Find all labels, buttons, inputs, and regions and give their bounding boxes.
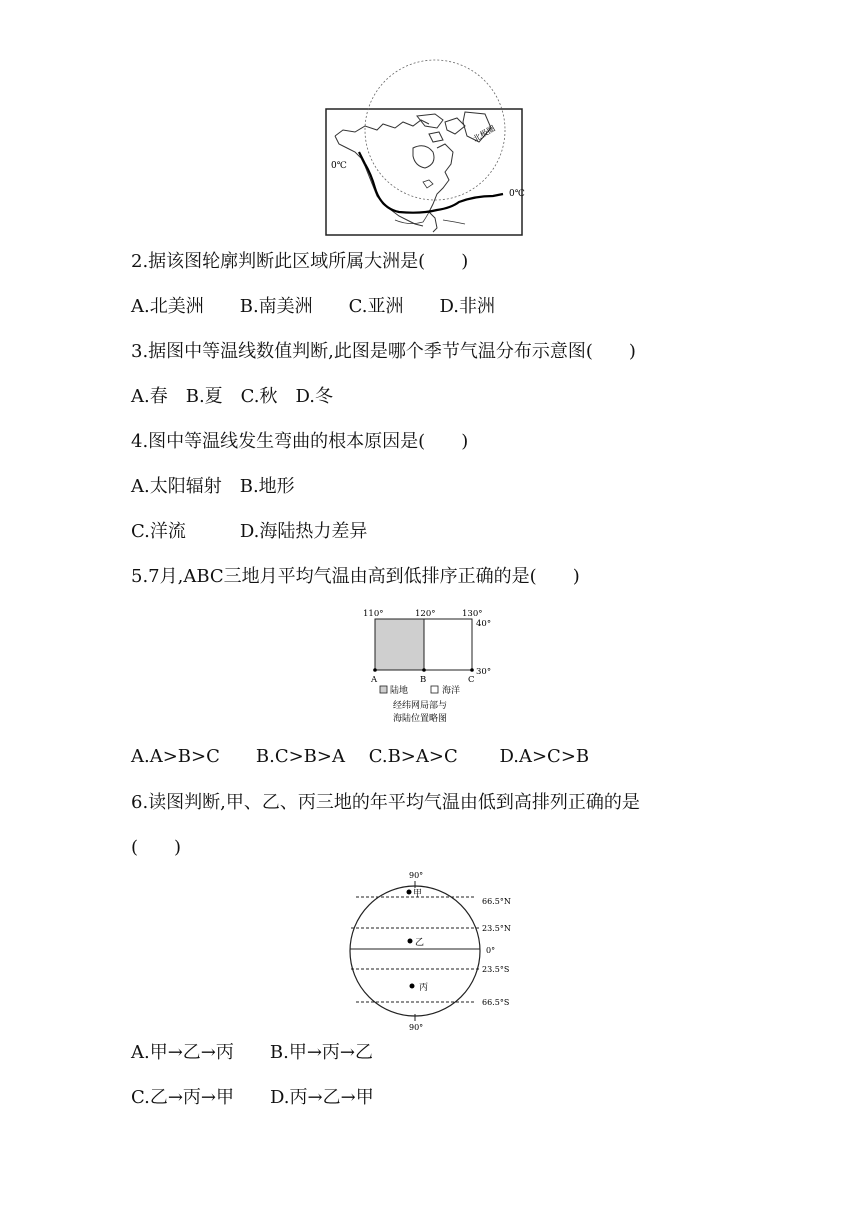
legend-land-swatch [380,686,387,693]
legend-sea-swatch [431,686,438,693]
place-yi-label: 乙 [415,938,425,948]
place-yi-dot [408,939,413,944]
point-c-dot [470,668,474,672]
isotherm-label-left: 0℃ [331,161,347,171]
place-jia-dot [407,890,412,895]
point-a-label: A [371,675,378,685]
point-a-dot [373,668,377,672]
lat-235n-label: 23.5°N [482,924,511,933]
lat-665s-label: 66.5°S [482,998,510,1007]
q2-stem: 2.据该图轮廓判断此区域所属大洲是( ) [131,251,469,272]
legend-land-label: 陆地 [390,686,409,696]
land-area [375,619,424,670]
point-b-label: B [420,675,427,685]
lat-30-label: 30° [476,667,492,677]
q5-options: A.A>B>C B.C>B>A C.B>A>C D.A>C>B [131,746,590,767]
sea-area [424,619,472,670]
place-bing-dot [410,984,415,989]
point-c-label: C [468,675,475,685]
isotherm-label-right: 0℃ [509,189,525,199]
lat-665n-label: 66.5°N [482,897,511,906]
lon-110-label: 110° [363,609,384,619]
south-pole-label: 90° [409,1023,424,1032]
globe-outline [350,886,480,1016]
arctic-circle-label: 北极圈 [471,123,497,144]
q5-stem: 5.7月,ABC三地月平均气温由高到低排序正确的是( ) [131,566,580,587]
legend-sea-label: 海洋 [442,686,461,696]
graticule-land-sea-diagram [355,604,505,728]
q6-options-line1: A.甲→乙→丙 B.甲→丙→乙 [131,1042,373,1063]
q4-options-line1: A.太阳辐射 B.地形 [131,476,295,497]
point-b-dot [422,668,426,672]
q6-options-line2: C.乙→丙→甲 D.丙→乙→甲 [131,1087,374,1108]
q6-stem-line2: ( ) [131,837,182,858]
lat-40-label: 40° [476,619,492,629]
lat-0-label: 0° [486,946,496,955]
place-jia-label: 甲 [413,889,423,899]
q6-stem-line1: 6.读图判断,甲、乙、丙三地的年平均气温由低到高排列正确的是 [131,792,640,813]
q3-options: A.春 B.夏 C.秋 D.冬 [131,386,334,407]
latitude-zones-globe-diagram [346,868,520,1034]
lon-130-label: 130° [462,609,483,619]
place-bing-label: 丙 [419,983,429,993]
lat-235s-label: 23.5°S [482,965,510,974]
q4-stem: 4.图中等温线发生弯曲的根本原因是( ) [131,431,469,452]
q2-options: A.北美洲 B.南美洲 C.亚洲 D.非洲 [131,296,496,317]
north-pole-label: 90° [409,871,424,880]
diagram-caption-line2: 海陆位置略图 [393,714,448,724]
q3-stem: 3.据图中等温线数值判断,此图是哪个季节气温分布示意图( ) [131,341,636,362]
lon-120-label: 120° [415,609,436,619]
q4-options-line2: C.洋流 D.海陆热力差异 [131,521,368,542]
north-america-isotherm-map [325,108,523,236]
diagram-caption-line1: 经纬网局部与 [393,701,448,711]
